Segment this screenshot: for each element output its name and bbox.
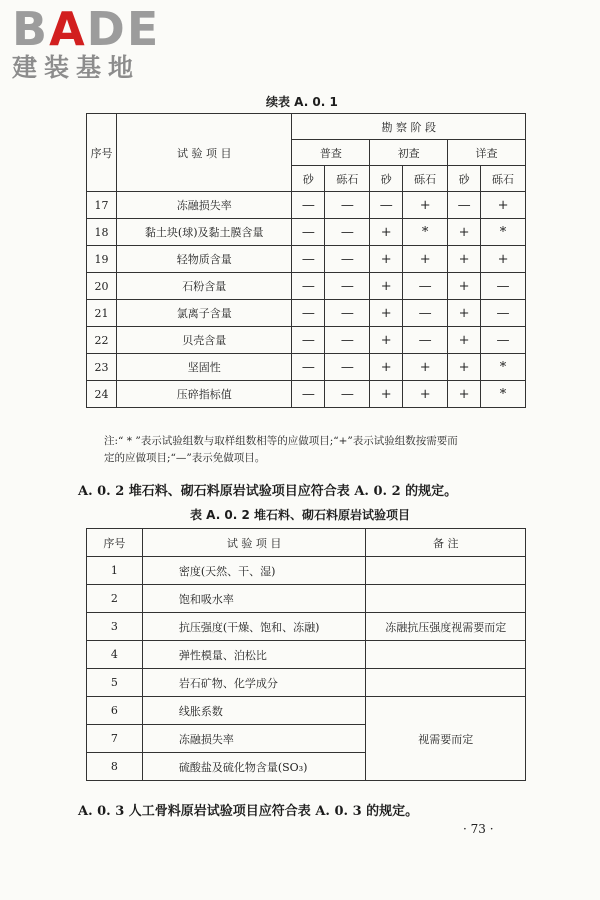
requirement-mark: — xyxy=(292,381,325,408)
table-row xyxy=(87,300,526,327)
requirement-mark: — xyxy=(448,192,481,219)
requirement-mark: — xyxy=(292,300,325,327)
requirement-mark: — xyxy=(325,273,370,300)
test-item: 冻融损失率 xyxy=(116,192,292,219)
requirement-mark: + xyxy=(370,219,403,246)
header-material: 砂 xyxy=(370,166,403,192)
remark-cell: 冻融抗压强度视需要而定 xyxy=(366,613,526,641)
row-number: 5 xyxy=(87,669,143,697)
requirement-mark: + xyxy=(370,300,403,327)
test-item: 冻融损失率 xyxy=(142,725,366,753)
table-a02 xyxy=(86,528,526,781)
test-item: 压碎指标值 xyxy=(116,381,292,408)
header-seq: 序号 xyxy=(87,114,117,192)
row-number: 17 xyxy=(87,192,117,219)
requirement-mark: * xyxy=(403,219,448,246)
row-number: 8 xyxy=(87,753,143,781)
row-number: 23 xyxy=(87,354,117,381)
requirement-mark: — xyxy=(325,246,370,273)
row-number: 18 xyxy=(87,219,117,246)
requirement-mark: + xyxy=(370,381,403,408)
requirement-mark: — xyxy=(292,192,325,219)
requirement-mark: — xyxy=(325,219,370,246)
requirement-mark: — xyxy=(325,354,370,381)
table1-header-row xyxy=(87,114,526,140)
note-line: 定的应做项目;“—”表示免做项目。 xyxy=(104,452,266,464)
table-row xyxy=(87,641,526,669)
table1-note xyxy=(104,433,534,467)
requirement-mark: + xyxy=(403,192,448,219)
clause-a03: A. 0. 3 人工骨料原岩试验项目应符合表 A. 0. 3 的规定。 xyxy=(78,804,419,819)
site-logo xyxy=(12,2,161,84)
table2-caption: 表 A. 0. 2 堆石料、砌石料原岩试验项目 xyxy=(190,508,411,522)
table-row xyxy=(87,246,526,273)
table-row xyxy=(87,381,526,408)
requirement-mark: + xyxy=(403,246,448,273)
table-row xyxy=(87,557,526,585)
header-remark: 备 注 xyxy=(366,529,526,557)
clause-a02: A. 0. 2 堆石料、砌石料原岩试验项目应符合表 A. 0. 2 的规定。 xyxy=(78,484,458,499)
requirement-mark: + xyxy=(448,273,481,300)
header-stage-survey: 普查 xyxy=(292,140,370,166)
row-number: 24 xyxy=(87,381,117,408)
table2-header-row xyxy=(87,529,526,557)
row-number: 7 xyxy=(87,725,143,753)
header-item: 试 验 项 目 xyxy=(142,529,366,557)
row-number: 3 xyxy=(87,613,143,641)
row-number: 21 xyxy=(87,300,117,327)
requirement-mark: + xyxy=(403,354,448,381)
test-item: 坚固性 xyxy=(116,354,292,381)
header-stage: 勘 察 阶 段 xyxy=(292,114,526,140)
test-item: 黏土块(球)及黏土膜含量 xyxy=(116,219,292,246)
table-row xyxy=(87,669,526,697)
requirement-mark: + xyxy=(403,381,448,408)
table1-caption: 续表 A. 0. 1 xyxy=(266,95,338,109)
requirement-mark: — xyxy=(325,327,370,354)
logo-subtitle: 建装基地 xyxy=(12,53,141,82)
requirement-mark: + xyxy=(448,300,481,327)
requirement-mark: + xyxy=(448,354,481,381)
header-stage-preliminary: 初查 xyxy=(370,140,448,166)
requirement-mark: — xyxy=(292,354,325,381)
requirement-mark: + xyxy=(370,246,403,273)
test-item: 岩石矿物、化学成分 xyxy=(142,669,366,697)
test-item: 硫酸盐及硫化物含量(SO₃) xyxy=(142,753,366,781)
table-row xyxy=(87,585,526,613)
requirement-mark: + xyxy=(448,381,481,408)
requirement-mark: — xyxy=(481,300,526,327)
header-item: 试 验 项 目 xyxy=(116,114,292,192)
header-material: 砂 xyxy=(292,166,325,192)
table-row xyxy=(87,273,526,300)
row-number: 20 xyxy=(87,273,117,300)
row-number: 6 xyxy=(87,697,143,725)
header-material: 砾石 xyxy=(481,166,526,192)
requirement-mark: — xyxy=(403,327,448,354)
table-row xyxy=(87,354,526,381)
requirement-mark: + xyxy=(370,354,403,381)
table-a01-continued xyxy=(86,113,526,408)
requirement-mark: + xyxy=(448,246,481,273)
row-number: 2 xyxy=(87,585,143,613)
requirement-mark: — xyxy=(481,273,526,300)
row-number: 4 xyxy=(87,641,143,669)
header-seq: 序号 xyxy=(87,529,143,557)
note-line: 注:“ * ”表示试验组数与取样组数相等的应做项目;“+”表示试验组数按需要而 xyxy=(104,435,458,447)
test-item: 贝壳含量 xyxy=(116,327,292,354)
remark-cell xyxy=(366,641,526,669)
table-row xyxy=(87,219,526,246)
page-number: · 73 · xyxy=(463,822,494,836)
requirement-mark: + xyxy=(481,192,526,219)
requirement-mark: + xyxy=(370,273,403,300)
remark-cell: 视需要而定 xyxy=(366,697,526,781)
requirement-mark: — xyxy=(481,327,526,354)
requirement-mark: — xyxy=(325,300,370,327)
requirement-mark: — xyxy=(370,192,403,219)
header-material: 砾石 xyxy=(325,166,370,192)
requirement-mark: * xyxy=(481,354,526,381)
table-row xyxy=(87,613,526,641)
row-number: 22 xyxy=(87,327,117,354)
test-item: 线胀系数 xyxy=(142,697,366,725)
header-stage-detailed: 详查 xyxy=(448,140,526,166)
header-material: 砾石 xyxy=(403,166,448,192)
test-item: 弹性模量、泊松比 xyxy=(142,641,366,669)
table-row xyxy=(87,327,526,354)
row-number: 1 xyxy=(87,557,143,585)
remark-cell xyxy=(366,669,526,697)
table-row xyxy=(87,697,526,725)
requirement-mark: — xyxy=(325,192,370,219)
test-item: 饱和吸水率 xyxy=(142,585,366,613)
logo-wordmark: BADE xyxy=(12,2,161,56)
test-item: 密度(天然、干、湿) xyxy=(142,557,366,585)
requirement-mark: * xyxy=(481,219,526,246)
remark-cell xyxy=(366,557,526,585)
test-item: 轻物质含量 xyxy=(116,246,292,273)
requirement-mark: * xyxy=(481,381,526,408)
requirement-mark: — xyxy=(325,381,370,408)
requirement-mark: — xyxy=(403,273,448,300)
remark-cell xyxy=(366,585,526,613)
header-material: 砂 xyxy=(448,166,481,192)
requirement-mark: — xyxy=(292,219,325,246)
requirement-mark: + xyxy=(370,327,403,354)
requirement-mark: + xyxy=(448,327,481,354)
requirement-mark: + xyxy=(448,219,481,246)
requirement-mark: — xyxy=(292,327,325,354)
test-item: 石粉含量 xyxy=(116,273,292,300)
row-number: 19 xyxy=(87,246,117,273)
test-item: 抗压强度(干燥、饱和、冻融) xyxy=(142,613,366,641)
requirement-mark: — xyxy=(403,300,448,327)
requirement-mark: + xyxy=(481,246,526,273)
requirement-mark: — xyxy=(292,246,325,273)
table-row xyxy=(87,192,526,219)
requirement-mark: — xyxy=(292,273,325,300)
test-item: 氯离子含量 xyxy=(116,300,292,327)
